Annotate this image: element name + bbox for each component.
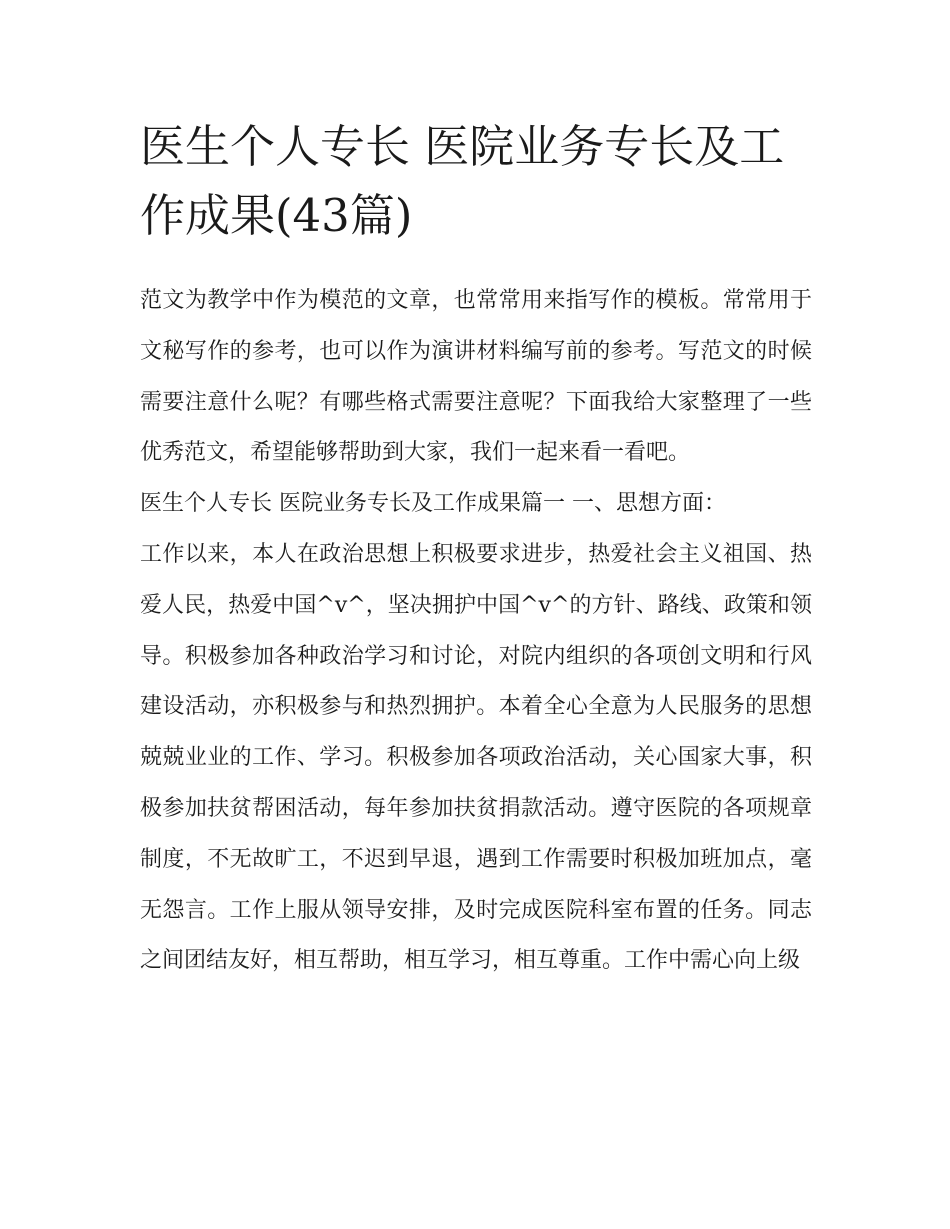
document-title: 医生个人专长 医院业务专长及工作成果(43篇) bbox=[140, 120, 785, 242]
document-body bbox=[140, 276, 812, 987]
intro-paragraph: 范文为教学中作为模范的文章，也常常用来指写作的模板。常常用于文秘写作的参考，也可以作为演讲材料编写前的参考。写范文的时候需要注意什么呢？有哪些格式需要注意呢？下面我给大家整理了一些优秀范文，希望能够帮助到大家，我们一起来看一看吧。 bbox=[140, 288, 812, 466]
body-paragraph: 工作以来，本人在政治思想上积极要求进步，热爱社会主义祖国、热爱人民，热爱中国^v^，坚决拥护中国^v^的方针、路线、政策和领导。积极参加各种政治学习和讨论，对院内组织的各项创文明和行风建设活动，亦积极参与和热烈拥护。本着全心全意为人民服务的思想兢兢业业的工作、学习。积极参加各项政治活动，关心国家大事，积极参加扶贫帮困活动，每年参加扶贫捐款活动。遵守医院的各项规章制度，不无故旷工，不迟到早退，遇到工作需要时积极加班加点，毫无怨言。工作上服从领导安排，及时完成医院科室布置的任务。同志之间团结友好，相互帮助，相互学习，相互尊重。工作中需心向上级 bbox=[140, 541, 812, 974]
section-heading-paragraph: 医生个人专长 医院业务专长及工作成果篇一 一、思想方面： bbox=[140, 491, 726, 517]
